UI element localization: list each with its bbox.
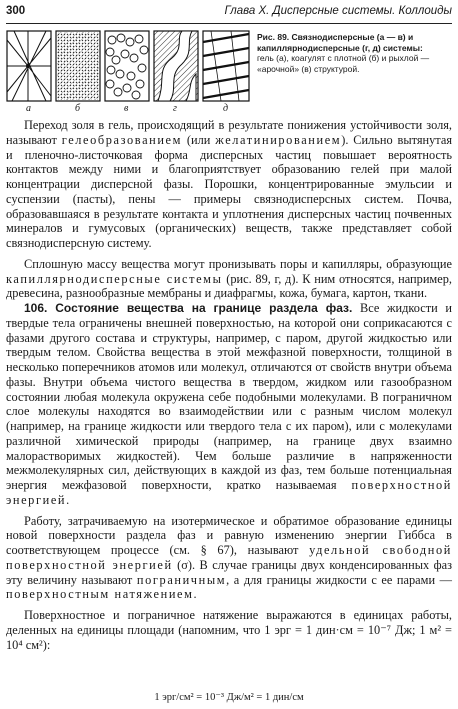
term-surface-energy: поверхностной энергией — [6, 478, 452, 507]
paragraph-capillary: Сплошную массу вещества могут пронизывать поры и капилляры, образующие капиллярнодисперсные системы (рис. 89, г, д). К ним относятся, например, древесина, разнообразные мембраны и диафрагмы, кожа, бумага, картон, ткани. — [6, 256, 452, 301]
caption-title: Рис. 89. Связнодисперсные (а — в) и капиллярнодисперсные (г, д) системы: — [257, 32, 423, 53]
figure-89-drawing — [6, 30, 250, 102]
panel-label-d: г — [173, 103, 177, 114]
figure-panel-labels — [6, 103, 250, 115]
panel-label-b: б — [75, 103, 81, 114]
page-number: 300 — [6, 5, 26, 17]
paragraph-work: Работу, затрачиваемую на изотермическое и обратимое образование единицы новой поверхности раздела фаз и равную изменению энергии Гиббса в соответствующем процессе (см. § 67), называют удельной свободной поверхностной энергией (σ). В случае границы двух конденсированных фаз эту величину называют пограничным, а для границы жидкости с ее парами — поверхностным натяжением. — [6, 513, 452, 602]
paragraph-section-106: 106. Состояние вещества на границе раздела фаз. Все жидкости и твердые тела ограничены внешней поверхностью, на которой они соприкасаются с фазами другого состава и структуры, например, с паром, другой жидкостью или твердым телом. Свойства вещества в этой межфазной поверхности, толщиной в несколько поперечников атомов или молекул, отличаются от свойств внутри объема фазы. Внутри объема чистого вещества в твердом, жидком или газообразном состоянии любая молекула окружена себе подобными молекулами. В пограничном слое молекулы находятся во взаимодействии или с разным числом молекул (например, на границе жидкости или твердого тела с их паром), или с молекулами различной химической природы (например, на границе двух взаимно малорастворимых жидкостей). Чем больше различие в напряженности межмолекулярных сил, действующих в каждой из фаз, тем больше потенциальная энергия межфазовой поверхности, кратко называемая поверхностной энергией. — [6, 301, 453, 507]
section-heading: 106. Состояние вещества на границе раздела фаз. — [24, 301, 353, 315]
term-interfacial: пограничным — [136, 572, 227, 587]
term-specific-free-energy: удельной свободной поверхностной энергией — [6, 543, 452, 572]
term-capillary-systems: капиллярнодисперсные системы — [6, 271, 223, 286]
caption-body: гель (а), коагулят с плотной (б) и рыхлой — «арочной» (в) структурой. — [257, 53, 430, 74]
chapter-title: Глава X. Дисперсные системы. Коллоиды — [224, 5, 452, 17]
figure-89 — [6, 30, 250, 102]
body-text — [6, 118, 452, 652]
panel-d-capillary — [203, 31, 249, 101]
panel-a-gel — [7, 31, 51, 101]
term-gelatinization: желатинированием — [215, 132, 342, 147]
panel-c-arch-coagulate — [105, 31, 149, 101]
paragraph-gel: Переход золя в гель, происходящий в результате понижения устойчивости золя, называют гелеобразованием (или желатинированием). Сильно вытянутая и пленочно-листочковая форма дисперсных частиц повышает вероятность контактов между ними и благоприятствует образованию гелей при малой концентрации дисперсной фазы. Порошки, концентрированные эмульсии и суспензии (пасты), пены — примеры связнодисперсных систем. Почва, образовавшаяся в результате контакта и уплотнения дисперсных частиц почвенных минералов и гумусовых (органических) веществ, также представляет собой связнодисперсную систему. — [6, 118, 453, 250]
panel-label-a: а — [26, 103, 31, 114]
unit-formula: 1 эрг/см² = 10⁻³ Дж/м² = 1 дин/см — [154, 692, 304, 703]
paragraph-units: Поверхностное и пограничное натяжение выражаются в единицах работы, деленных на единицы площади (напомним, что 1 эрг = 1 дин·см = 10⁻⁷ Дж; 1 м² = 10⁴ см²): — [6, 608, 452, 652]
panel-label-c: в — [124, 103, 129, 114]
panel-b-dense-coagulate — [56, 31, 100, 101]
term-gelation: гелеобразованием — [61, 132, 183, 147]
figure-caption — [257, 32, 452, 74]
running-header — [6, 3, 452, 24]
panel-label-e: д — [223, 103, 229, 114]
term-surface-tension: поверхностным натяжением — [6, 587, 194, 602]
panel-g-capillary — [154, 31, 198, 101]
